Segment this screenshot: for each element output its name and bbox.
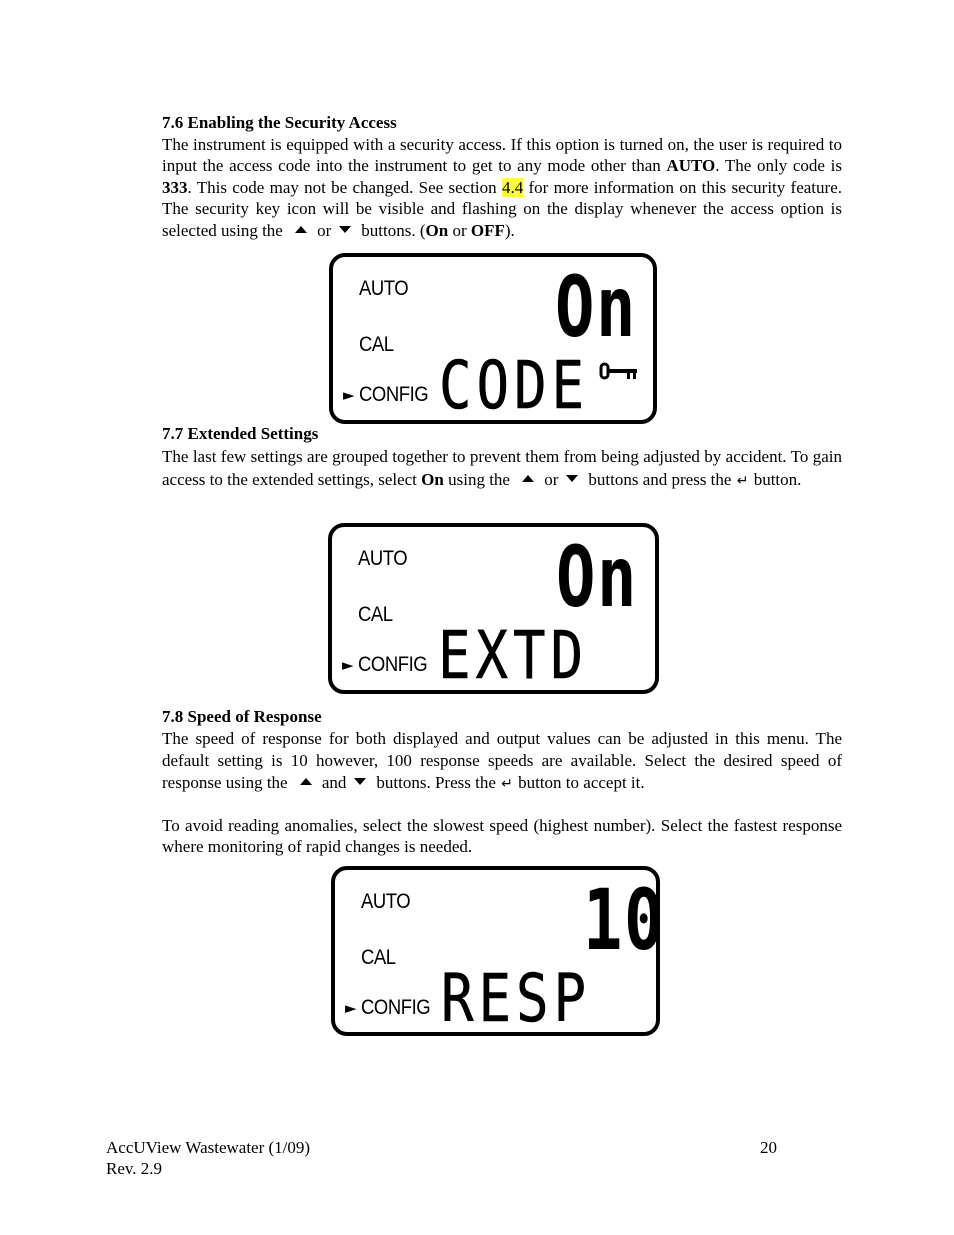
section-paragraph: The last few settings are grouped together to prevent them from being adjusted by accident. To gain access to the extended settings, select On using the or buttons and press the ↵ button. <box>162 445 842 493</box>
section-7-7 <box>162 423 842 493</box>
footer-doc-title: AccUView Wastewater (1/09) <box>106 1138 311 1157</box>
section-paragraph: The speed of response for both displayed and output values can be adjusted in this menu. The default setting is 10 however, 100 response speeds are available. Select the desired speed of response using the and buttons. Press the ↵ button to accept it. <box>162 728 842 795</box>
lcd-pointer-icon: ► <box>345 999 357 1017</box>
enter-icon: ↵ <box>736 472 749 489</box>
lcd-mode-config: CONFIG <box>359 383 429 406</box>
lcd-word: EXTD <box>438 617 589 694</box>
down-arrow-icon <box>339 226 351 233</box>
footer-revision: Rev. 2.9 <box>106 1159 163 1178</box>
enter-icon: ↵ <box>501 775 513 792</box>
lcd-display-extd <box>328 523 659 694</box>
down-arrow-icon <box>354 778 366 785</box>
lcd-word: CODE <box>439 347 590 424</box>
lcd-pointer-icon: ► <box>342 656 354 674</box>
lcd-word: RESP <box>441 960 592 1037</box>
lcd-value: 10 <box>583 871 666 969</box>
lcd-mode-cal: CAL <box>358 603 393 626</box>
section-heading: 7.7 Extended Settings <box>162 424 319 443</box>
access-code: 333 <box>162 177 188 197</box>
lcd-display-resp <box>331 866 666 1037</box>
up-arrow-icon <box>300 778 312 785</box>
lcd-value: On <box>556 528 639 626</box>
section-paragraph-2: To avoid reading anomalies, select the slowest speed (highest number). Select the fastest response where monitoring of rapid changes is needed. <box>162 815 842 856</box>
lcd-mode-config: CONFIG <box>361 996 431 1019</box>
lcd-mode-auto: AUTO <box>361 890 411 913</box>
lcd-display-code <box>329 253 657 424</box>
auto-mode-term: AUTO <box>666 156 716 175</box>
section-heading: 7.8 Speed of Response <box>162 707 322 726</box>
lcd-mode-config: CONFIG <box>358 653 428 676</box>
lcd-mode-cal: CAL <box>359 333 394 356</box>
key-icon <box>599 361 639 383</box>
up-arrow-icon <box>522 475 534 482</box>
section-paragraph: The instrument is equipped with a security access. If this option is turned on, the user is required to input the access code into the instrument to get to any mode other than AUTO. The only code is 333. This code may not be changed. See section 4.4 for more information on this security feature. The security key icon will be visible and flashing on the display whenever the access option is selected using the or buttons. (On or OFF). <box>162 134 842 240</box>
section-7-8 <box>162 706 842 858</box>
lcd-pointer-icon: ► <box>343 386 355 404</box>
section-link-4-4[interactable]: 4.4 <box>501 177 524 197</box>
up-arrow-icon <box>295 226 307 233</box>
section-heading: 7.6 Enabling the Security Access <box>162 113 397 132</box>
down-arrow-icon <box>566 475 578 482</box>
page-number: 20 <box>760 1138 777 1157</box>
section-7-6 <box>162 112 842 241</box>
lcd-mode-auto: AUTO <box>359 277 409 300</box>
lcd-mode-auto: AUTO <box>358 547 408 570</box>
lcd-mode-cal: CAL <box>361 946 396 969</box>
lcd-value: On <box>555 258 638 356</box>
